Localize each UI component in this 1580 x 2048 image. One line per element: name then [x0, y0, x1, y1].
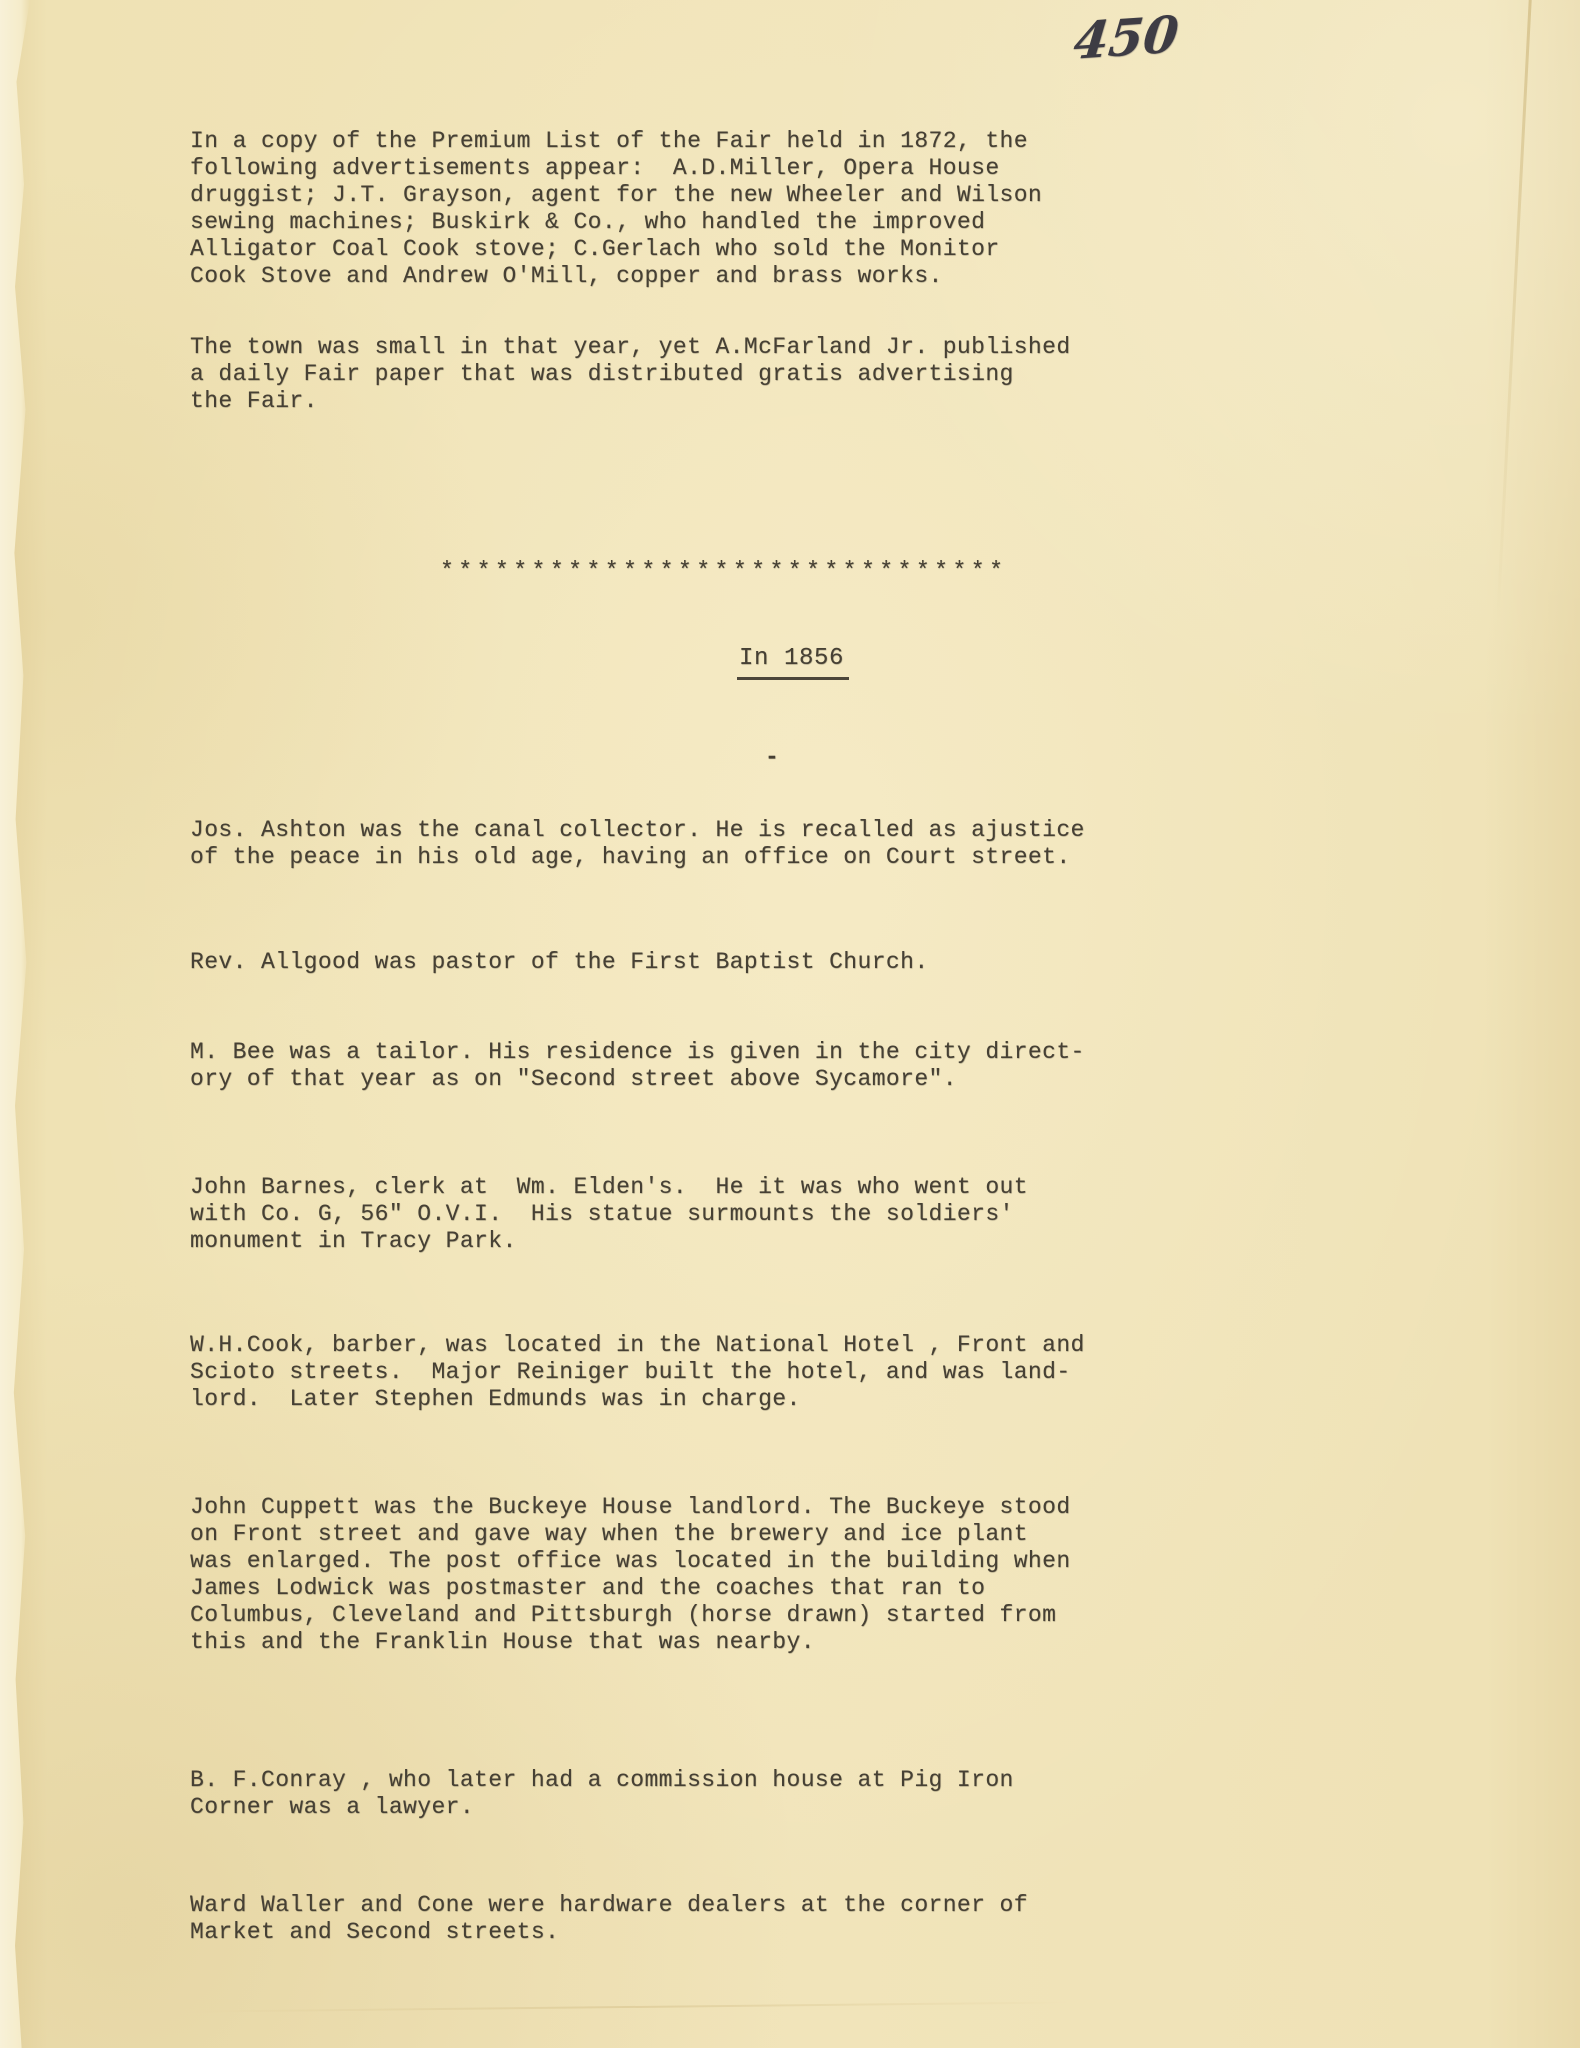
entry-jos-ashton: Jos. Ashton was the canal collector. He is recalled as ajustice of the peace in his old age, having an office on Court street.	[190, 817, 1085, 870]
asterisk-divider: *******************************	[440, 558, 1008, 584]
paragraph-premium-list: In a copy of the Premium List of the Fair held in 1872, the following advertisements appear: A.D.Miller, Opera House druggist; J.T. Grayson, agent for the new Wheeler and Wilson sewing machines; Buskirk & Co., who handled the improved Alligator Coal Cook stove; C.Gerlach who sold the Monitor Cook Stove and Andrew O'Mill, copper and brass works.	[190, 128, 1043, 289]
entry-m-bee: M. Bee was a tailor. His residence is given in the city direct- ory of that year as on "Second street above Sycamore".	[190, 1039, 1085, 1092]
entry-ward-waller: Ward Waller and Cone were hardware dealers at the corner of Market and Second streets.	[190, 1892, 1028, 1945]
paper-crease	[180, 2001, 1080, 2012]
entry-john-cuppett: John Cuppett was the Buckeye House landlord. The Buckeye stood on Front street and gave way when the brewery and ice plant was enlarged. The post office was located in the building when James Lodwick was postmaster and the coaches that ran to Columbus, Cleveland and Pittsburgh (horse drawn) started from this and the Franklin House that was nearby.	[190, 1494, 1071, 1655]
entry-wh-cook: W.H.Cook, barber, was located in the National Hotel , Front and Scioto streets. Major Reiniger built the hotel, and was land- lord. Later Stephen Edmunds was in charge.	[190, 1332, 1085, 1412]
dash-mark: -	[765, 744, 780, 770]
section-heading: In 1856	[737, 645, 849, 680]
entry-john-barnes: John Barnes, clerk at Wm. Elden's. He it was who went out with Co. G, 56" O.V.I. His statue surmounts the soldiers' monument in Tracy Park.	[190, 1174, 1028, 1254]
section-heading-wrap	[737, 645, 1580, 680]
entry-rev-allgood: Rev. Allgood was pastor of the First Baptist Church.	[190, 949, 929, 975]
entry-bf-conray: B. F.Conray , who later had a commission house at Pig Iron Corner was a lawyer.	[190, 1767, 1014, 1820]
paragraph-fair-paper: The town was small in that year, yet A.McFarland Jr. published a daily Fair paper that was distributed gratis advertising the Fair.	[190, 334, 1071, 414]
handwritten-page-number: 450	[1070, 4, 1182, 71]
